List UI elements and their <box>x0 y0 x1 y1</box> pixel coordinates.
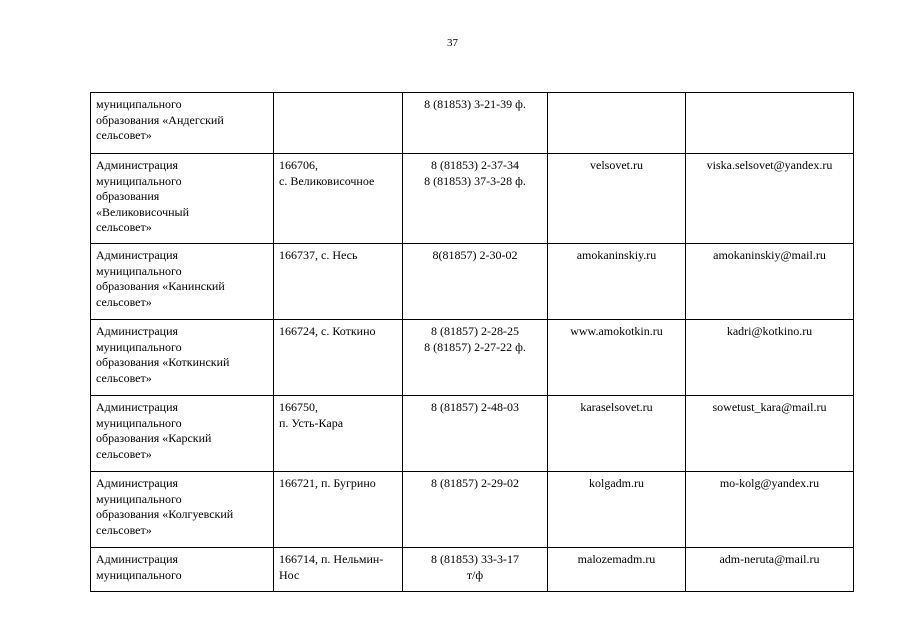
website-text-line: malozemadm.ru <box>577 552 656 566</box>
organization-cell <box>91 396 274 472</box>
phone-text-line: 8 (81853) 37-3-28 ф. <box>424 173 526 188</box>
organization-text-line: муниципального <box>96 339 182 354</box>
organization-text-line: муниципального <box>96 97 182 111</box>
email-text-line: amokaninskiy@mail.ru <box>713 248 826 262</box>
organization-cell <box>91 154 274 244</box>
phone-cell <box>403 396 548 472</box>
organization-text-line: муниципального <box>96 263 182 278</box>
table-row <box>91 548 854 592</box>
address-text-line: 166737, с. Несь <box>279 248 358 262</box>
website-cell <box>548 548 686 592</box>
address-text-line: 166721, п. Бугрино <box>279 476 376 490</box>
address-cell <box>274 244 403 320</box>
phone-cell <box>403 320 548 396</box>
organization-text-line: муниципального <box>96 491 182 506</box>
phone-cell <box>403 548 548 592</box>
organization-text-line: Администрация <box>96 158 179 172</box>
phone-text-line: 8 (81857) 2-48-03 <box>431 400 519 414</box>
address-cell <box>274 396 403 472</box>
email-text-line: viska.selsovet@yandex.ru <box>706 158 833 172</box>
organization-text-line: сельсовет» <box>96 446 152 461</box>
table-row <box>91 396 854 472</box>
contacts-table-body <box>91 93 854 592</box>
organization-text-line: сельсовет» <box>96 128 152 142</box>
website-cell <box>548 154 686 244</box>
email-cell <box>686 93 854 154</box>
organization-text-line: сельсовет» <box>96 522 152 537</box>
organization-text-line: сельсовет» <box>96 220 152 234</box>
phone-cell <box>403 154 548 244</box>
organization-text-line: сельсовет» <box>96 370 152 385</box>
phone-cell <box>403 93 548 154</box>
phone-text-line: 8 (81853) 2-37-34 <box>431 158 519 172</box>
address-cell <box>274 93 403 154</box>
organization-text-line: Администрация <box>96 400 179 414</box>
address-text-line: 166714, п. Нельмин- <box>279 552 384 566</box>
page-number: 37 <box>447 37 458 49</box>
website-text-line: kolgadm.ru <box>589 476 644 490</box>
organization-cell <box>91 244 274 320</box>
website-cell <box>548 93 686 154</box>
phone-text-line: 8 (81857) 2-27-22 ф. <box>424 339 526 354</box>
email-cell <box>686 396 854 472</box>
organization-cell <box>91 320 274 396</box>
email-text-line: adm-neruta@mail.ru <box>719 552 820 566</box>
email-text-line: sowetust_kara@mail.ru <box>712 400 827 414</box>
phone-cell <box>403 244 548 320</box>
organization-cell <box>91 472 274 548</box>
email-text-line: mo-kolg@yandex.ru <box>719 476 820 490</box>
address-text-line: Нос <box>279 567 300 582</box>
email-cell <box>686 320 854 396</box>
organization-text-line: муниципального <box>96 567 182 582</box>
address-text-line: с. Великовисочное <box>279 173 375 188</box>
phone-text-line: т/ф <box>466 567 484 582</box>
address-text-line: п. Усть-Кара <box>279 415 344 430</box>
address-text-line: 166750, <box>279 400 318 414</box>
organization-text-line: Администрация <box>96 476 179 490</box>
address-cell <box>274 154 403 244</box>
website-cell <box>548 320 686 396</box>
email-text-line: kadri@kotkino.ru <box>726 324 813 338</box>
phone-cell <box>403 472 548 548</box>
organization-text-line: Администрация <box>96 248 179 262</box>
website-text-line: velsovet.ru <box>590 158 643 172</box>
table-row <box>91 244 854 320</box>
phone-text-line: 8 (81853) 3-21-39 ф. <box>424 97 526 111</box>
address-text-line: 166706, <box>279 158 318 172</box>
email-cell <box>686 548 854 592</box>
address-cell <box>274 548 403 592</box>
organization-cell <box>91 548 274 592</box>
organization-text-line: образования «Коткинский <box>96 355 230 369</box>
website-text-line: amokaninskiy.ru <box>576 248 657 262</box>
website-cell <box>548 396 686 472</box>
contacts-table <box>90 92 854 592</box>
organization-text-line: образования «Канинский <box>96 279 225 293</box>
address-cell <box>274 472 403 548</box>
organization-cell <box>91 93 274 154</box>
table-row <box>91 472 854 548</box>
website-text-line: karaselsovet.ru <box>580 400 653 414</box>
organization-text-line: муниципального <box>96 415 182 430</box>
organization-text-line: Администрация <box>96 324 179 338</box>
address-text-line: 166724, с. Коткино <box>279 324 376 338</box>
email-cell <box>686 244 854 320</box>
website-text-line: www.amokotkin.ru <box>570 324 663 338</box>
email-cell <box>686 154 854 244</box>
phone-text-line: 8(81857) 2-30-02 <box>432 248 518 262</box>
phone-text-line: 8 (81853) 33-3-17 <box>431 552 519 566</box>
organization-text-line: образования «Андегский <box>96 112 224 127</box>
organization-text-line: муниципального <box>96 173 182 188</box>
organization-text-line: Администрация <box>96 552 179 566</box>
address-cell <box>274 320 403 396</box>
organization-text-line: «Великовисочный <box>96 204 190 219</box>
organization-text-line: образования «Колгуевский <box>96 507 234 521</box>
table-row <box>91 154 854 244</box>
table-row <box>91 93 854 154</box>
phone-text-line: 8 (81857) 2-28-25 <box>431 324 519 338</box>
organization-text-line: образования «Карский <box>96 431 212 445</box>
email-cell <box>686 472 854 548</box>
website-cell <box>548 244 686 320</box>
organization-text-line: образования <box>96 189 160 203</box>
table-row <box>91 320 854 396</box>
phone-text-line: 8 (81857) 2-29-02 <box>431 476 519 490</box>
website-cell <box>548 472 686 548</box>
organization-text-line: сельсовет» <box>96 294 152 309</box>
